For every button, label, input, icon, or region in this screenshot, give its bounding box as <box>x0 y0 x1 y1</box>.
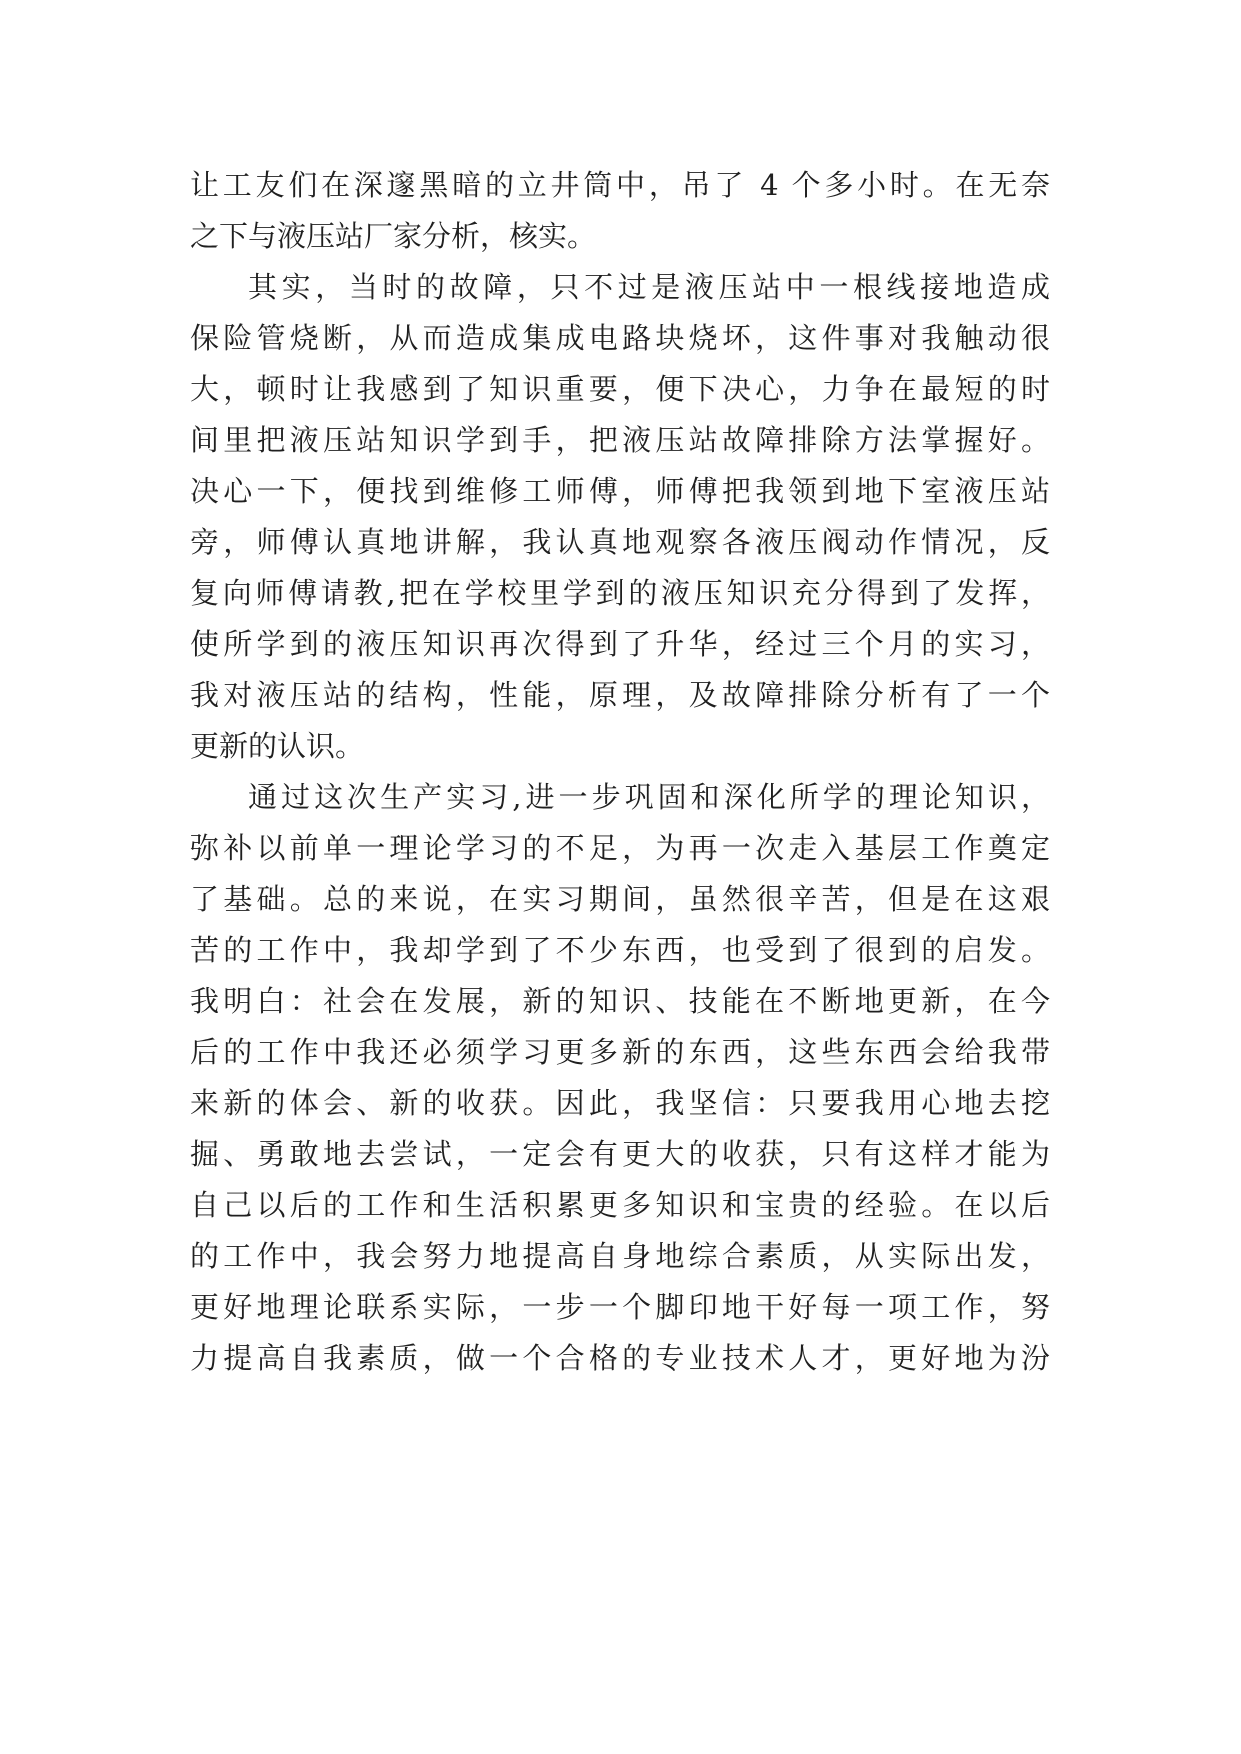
text-line: 苦的工作中，我却学到了不少东西，也受到了很到的启发。 <box>190 933 1050 967</box>
paragraph-first-line: 通过这次生产实习,进一步巩固和深化所学的理论知识， <box>248 780 1050 814</box>
text-line: 之下与液压站厂家分析，核实。 <box>190 219 597 253</box>
text-line: 更好地理论联系实际，一步一个脚印地干好每一项工作，努 <box>190 1290 1050 1324</box>
text-line: 使所学到的液压知识再次得到了升华，经过三个月的实习， <box>190 627 1050 661</box>
paragraph-first-line: 其实，当时的故障，只不过是液压站中一根线接地造成 <box>248 270 1050 304</box>
text-line: 来新的体会、新的收获。因此，我坚信：只要我用心地去挖 <box>190 1086 1050 1120</box>
text-line: 的工作中，我会努力地提高自身地综合素质，从实际出发， <box>190 1239 1050 1273</box>
text-line: 旁，师傅认真地讲解，我认真地观察各液压阀动作情况，反 <box>190 525 1050 559</box>
text-line: 自己以后的工作和生活积累更多知识和宝贵的经验。在以后 <box>190 1188 1050 1222</box>
text-line: 复向师傅请教,把在学校里学到的液压知识充分得到了发挥， <box>190 576 1050 610</box>
text-line: 我对液压站的结构，性能，原理，及故障排除分析有了一个 <box>190 678 1050 712</box>
text-line: 保险管烧断，从而造成集成电路块烧坏，这件事对我触动很 <box>190 321 1050 355</box>
text-line: 力提高自我素质，做一个合格的专业技术人才，更好地为汾 <box>190 1341 1050 1375</box>
text-line: 让工友们在深邃黑暗的立井筒中，吊了 4 个多小时。在无奈 <box>190 168 1050 202</box>
text-line: 了基础。总的来说，在实习期间，虽然很辛苦，但是在这艰 <box>190 882 1050 916</box>
text-line: 大，顿时让我感到了知识重要，便下决心，力争在最短的时 <box>190 372 1050 406</box>
text-line: 我明白：社会在发展，新的知识、技能在不断地更新，在今 <box>190 984 1050 1018</box>
text-line: 掘、勇敢地去尝试，一定会有更大的收获，只有这样才能为 <box>190 1137 1050 1171</box>
text-line: 决心一下，便找到维修工师傅，师傅把我领到地下室液压站 <box>190 474 1050 508</box>
text-line: 弥补以前单一理论学习的不足，为再一次走入基层工作奠定 <box>190 831 1050 865</box>
text-line: 间里把液压站知识学到手，把液压站故障排除方法掌握好。 <box>190 423 1050 457</box>
text-line: 后的工作中我还必须学习更多新的东西，这些东西会给我带 <box>190 1035 1050 1069</box>
text-line: 更新的认识。 <box>190 729 365 763</box>
